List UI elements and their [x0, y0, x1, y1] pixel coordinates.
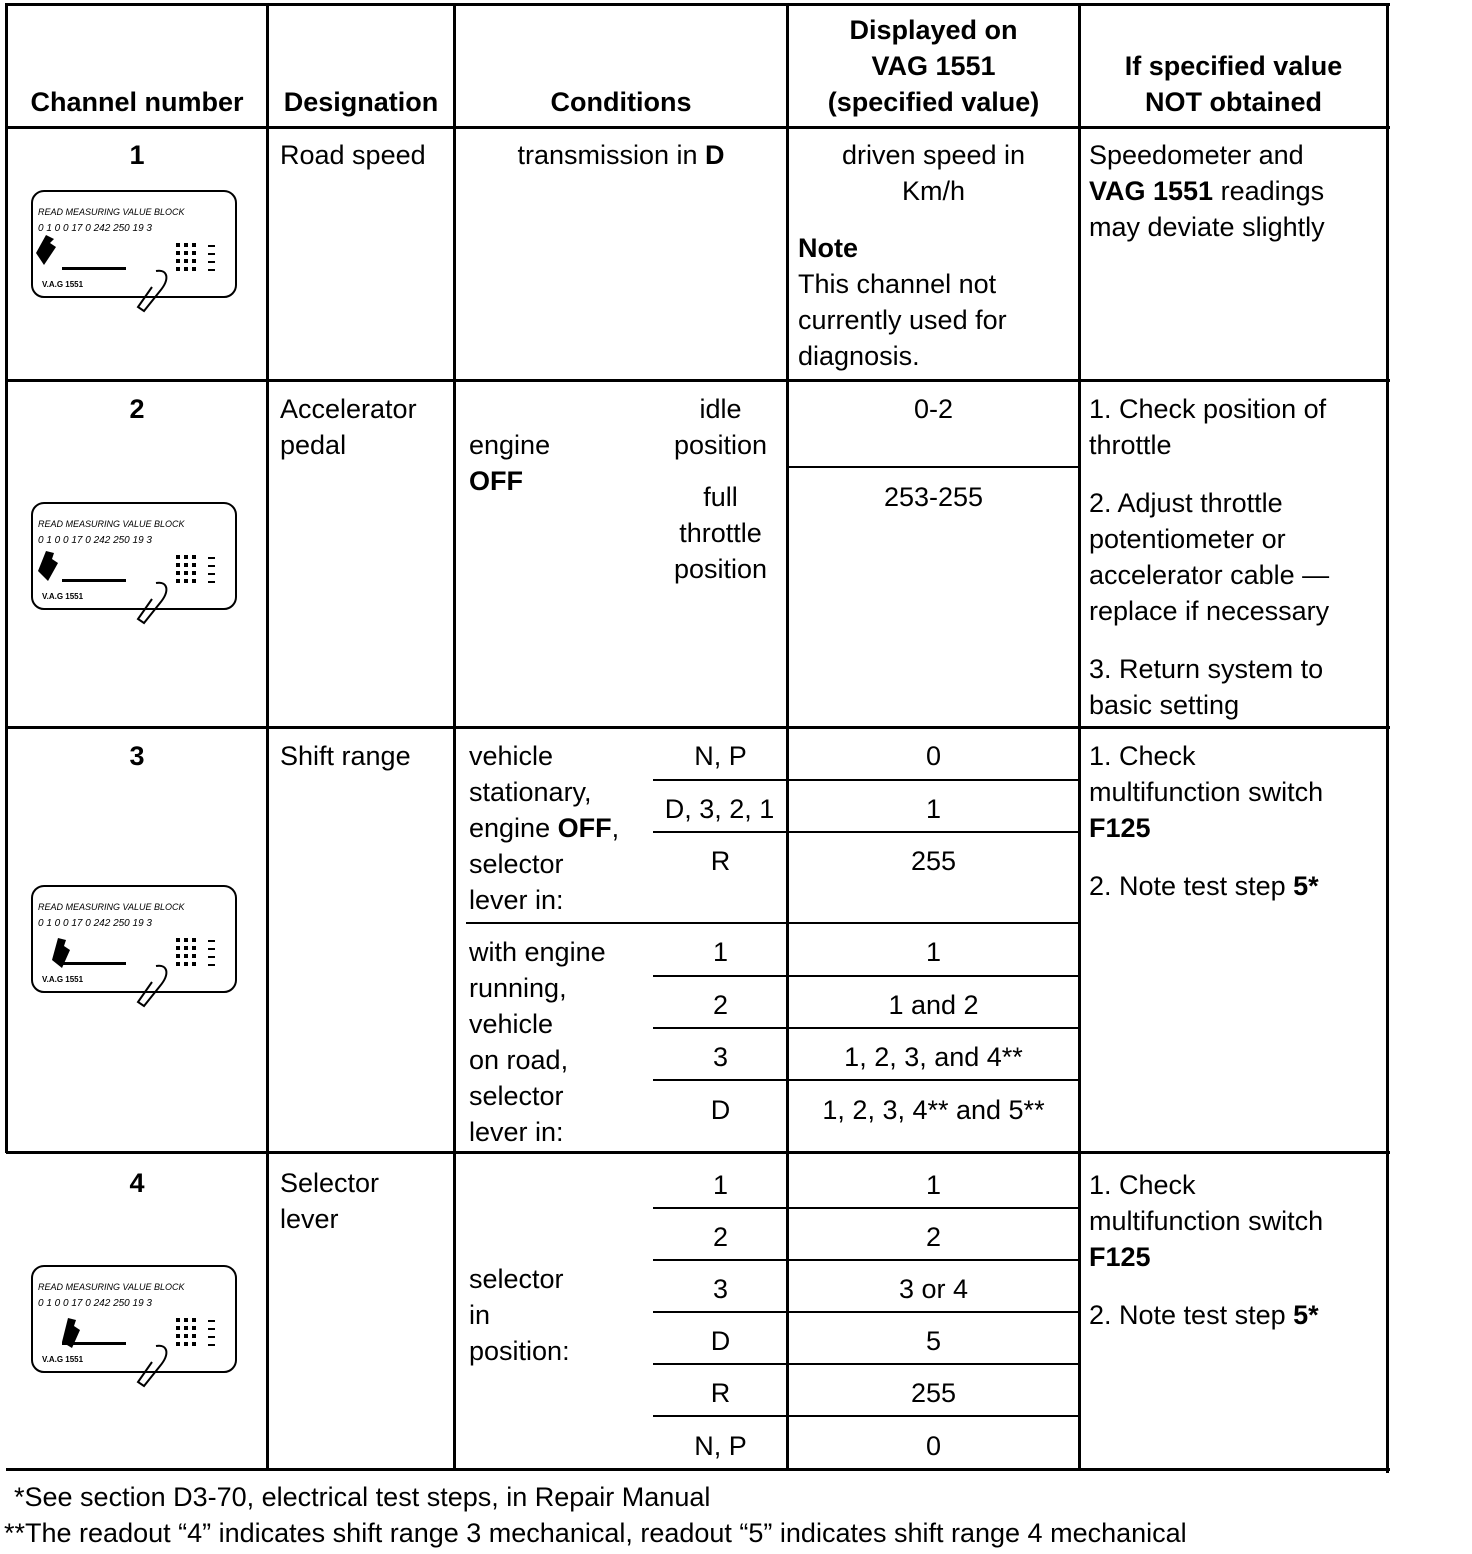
footnote-1: *See section D3-70, electrical test steps, in Repair Manual [14, 1482, 711, 1512]
condition [469, 810, 619, 846]
row-separator-1 [6, 379, 1390, 382]
header-designation: Designation [283, 87, 439, 117]
condition: selector [469, 1081, 564, 1111]
remedy-text: 1. Check [1089, 741, 1196, 771]
sub-separator [653, 975, 1078, 977]
channel-number: 1 [129, 140, 145, 170]
tester-device [32, 191, 236, 311]
pointer-arrow-icon [38, 551, 58, 581]
sub-condition: full [703, 482, 738, 512]
condition-text: , [611, 813, 620, 843]
header-not-obtained-1: If specified value [1124, 51, 1343, 81]
table-border-right [1386, 3, 1389, 1473]
condition-text: engine [469, 813, 558, 843]
sub-condition: D, 3, 2, 1 [664, 794, 775, 824]
vag-1551-tester-illustration [28, 183, 242, 318]
tester-digits: 0 1 0 0 17 0 242 250 19 3 [38, 535, 152, 546]
row-separator-3 [6, 1151, 1390, 1154]
remedy-text: 2. Note test step [1089, 871, 1294, 901]
header-displayed-3: (specified value) [827, 87, 1040, 117]
cable-icon [138, 966, 166, 1006]
condition: in [469, 1300, 491, 1330]
header-conditions: Conditions [550, 87, 692, 117]
displayed-value: 253-255 [883, 482, 984, 512]
displayed-value: 2 [925, 1222, 942, 1252]
condition: running, [469, 973, 567, 1003]
displayed-value: 0 [925, 741, 942, 771]
note-text: diagnosis. [798, 341, 920, 371]
header-separator [6, 126, 1390, 129]
table-border-left [5, 3, 8, 1153]
channel-number: 2 [129, 394, 145, 424]
col-divider-4 [1078, 3, 1081, 1468]
condition-bold: D [705, 140, 725, 170]
sub-separator [653, 779, 1078, 781]
designation: Selector [280, 1168, 380, 1198]
displayed-value: 255 [910, 1378, 957, 1408]
condition: on road, [469, 1045, 569, 1075]
remedy-text: 2. Note test step [1089, 1300, 1294, 1330]
sub-separator [653, 1363, 1078, 1365]
col-divider-2 [453, 3, 456, 1468]
remedy-text: multifunction switch [1089, 777, 1324, 807]
tester-title: READ MEASURING VALUE BLOCK [38, 519, 185, 529]
keypad-icon [176, 1318, 215, 1346]
remedy-text [1089, 868, 1319, 904]
vag-1551-tester-illustration [28, 1258, 242, 1393]
tester-title: READ MEASURING VALUE BLOCK [38, 207, 185, 217]
remedy-text: 1. Check position of [1089, 394, 1327, 424]
tester-title: READ MEASURING VALUE BLOCK [38, 902, 185, 912]
vag-1551-tester-illustration [28, 495, 242, 630]
tester-brand: V.A.G 1551 [42, 592, 84, 601]
header-displayed-2: VAG 1551 [871, 51, 996, 81]
displayed-value: 1 [925, 794, 942, 824]
channel-number: 3 [129, 741, 145, 771]
tester-digits: 0 1 0 0 17 0 242 250 19 3 [38, 918, 152, 929]
sub-separator [653, 831, 1078, 833]
cable-icon [138, 1346, 166, 1386]
remedy-text: replace if necessary [1089, 596, 1330, 626]
note-label: Note [798, 233, 858, 263]
sub-separator [653, 1207, 1078, 1209]
tester-device [32, 1266, 236, 1386]
sub-condition: 1 [712, 1170, 729, 1200]
note-text: This channel not [798, 269, 997, 299]
header-channel-number: Channel number [30, 87, 244, 117]
tester-digits: 0 1 0 0 17 0 242 250 19 3 [38, 223, 152, 234]
tester-device [32, 503, 236, 623]
tester-device [32, 886, 236, 1006]
displayed-value: 3 or 4 [898, 1274, 969, 1304]
remedy-bold: F125 [1089, 1242, 1151, 1272]
sub-condition: D [710, 1095, 731, 1125]
remedy-text [1089, 173, 1324, 209]
sub-condition: 1 [712, 937, 729, 967]
sub-condition: 2 [712, 1222, 729, 1252]
sub-condition: D [710, 1326, 731, 1356]
condition-bold: OFF [469, 466, 523, 496]
condition-text: transmission in [517, 140, 706, 170]
sub-condition: position [673, 430, 768, 460]
remedy-text: 3. Return system to [1089, 654, 1324, 684]
condition: lever in: [469, 1117, 564, 1147]
sub-separator [653, 1079, 1078, 1081]
condition: selector [469, 1264, 564, 1294]
displayed-value: 5 [925, 1326, 942, 1356]
designation: Shift range [280, 741, 411, 771]
remedy-text: throttle [1089, 430, 1172, 460]
sub-condition: R [710, 846, 731, 876]
header-not-obtained-2: NOT obtained [1145, 87, 1322, 117]
sub-condition: R [710, 1378, 731, 1408]
designation: lever [280, 1204, 339, 1234]
keypad-icon [176, 555, 215, 583]
note-text: currently used for [798, 305, 1007, 335]
condition: stationary, [469, 777, 592, 807]
remedy-text: accelerator cable — [1089, 560, 1330, 590]
footnote-2: **The readout “4” indicates shift range 3 mechanical, readout “5” indicates shift range 4 mechanical [4, 1518, 1187, 1548]
condition: vehicle [469, 741, 554, 771]
cable-icon [138, 271, 166, 311]
condition [456, 137, 786, 173]
tester-brand: V.A.G 1551 [42, 280, 84, 289]
condition-bold: OFF [557, 813, 612, 843]
channel-number: 4 [129, 1168, 145, 1198]
sub-condition: throttle [679, 518, 762, 548]
designation: Accelerator [280, 394, 417, 424]
condition: vehicle [469, 1009, 554, 1039]
sub-condition: N, P [694, 741, 747, 771]
remedy-text: may deviate slightly [1089, 212, 1325, 242]
tester-brand: V.A.G 1551 [42, 975, 84, 984]
condition: with engine [469, 937, 606, 967]
tester-digits: 0 1 0 0 17 0 242 250 19 3 [38, 1298, 152, 1309]
sub-condition: 3 [712, 1274, 729, 1304]
designation: pedal [280, 430, 347, 460]
condition: selector [469, 849, 564, 879]
keypad-icon [176, 938, 215, 966]
condition: lever in: [469, 885, 564, 915]
displayed-value: driven speed in [841, 140, 1026, 170]
designation: Road speed [280, 140, 426, 170]
condition: engine [469, 430, 551, 460]
displayed-value: 1, 2, 3, and 4** [844, 1042, 1023, 1072]
keypad-icon [176, 243, 215, 271]
cable-icon [138, 583, 166, 623]
displayed-value: 0-2 [913, 394, 954, 424]
remedy-bold: F125 [1089, 813, 1151, 843]
sub-separator [653, 1311, 1078, 1313]
vag-1551-tester-illustration [28, 878, 242, 1013]
sub-condition: N, P [694, 1431, 747, 1461]
condition: position: [469, 1336, 570, 1366]
remedy-text: multifunction switch [1089, 1206, 1324, 1236]
displayed-value: 1, 2, 3, 4** and 5** [822, 1095, 1045, 1125]
remedy-text: 2. Adjust throttle [1089, 488, 1283, 518]
remedy-bold: VAG 1551 [1089, 176, 1214, 206]
displayed-value: 255 [910, 846, 957, 876]
remedy-text: 1. Check [1089, 1170, 1196, 1200]
table-border-bottom [6, 1468, 1390, 1471]
displayed-value: 1 [925, 1170, 942, 1200]
sub-condition: idle [699, 394, 742, 424]
displayed-value: 1 and 2 [888, 990, 979, 1020]
displayed-value: Km/h [901, 176, 966, 206]
sub-separator [653, 1415, 1078, 1417]
row-separator-2 [6, 726, 1390, 729]
sub-condition: position [673, 554, 768, 584]
displayed-value: 0 [925, 1431, 942, 1461]
sub-separator [653, 1259, 1078, 1261]
remedy-text: basic setting [1089, 690, 1240, 720]
sub-separator [786, 466, 1078, 468]
table-border-top [6, 3, 1390, 6]
col-divider-1 [266, 3, 269, 1468]
pointer-arrow-icon [36, 235, 56, 265]
remedy-bold: 5* [1293, 1300, 1319, 1330]
displayed-value: 1 [925, 937, 942, 967]
sub-separator [653, 1027, 1078, 1029]
header-displayed-1: Displayed on [849, 15, 1018, 45]
remedy-text: Speedometer and [1089, 140, 1304, 170]
remedy-bold: 5* [1293, 871, 1319, 901]
remedy-text [1089, 1297, 1319, 1333]
group-separator [466, 922, 1078, 924]
tester-brand: V.A.G 1551 [42, 1355, 84, 1364]
tester-title: READ MEASURING VALUE BLOCK [38, 1282, 185, 1292]
sub-condition: 3 [712, 1042, 729, 1072]
sub-condition: 2 [712, 990, 729, 1020]
remedy-text: potentiometer or [1089, 524, 1286, 554]
remedy-text: readings [1213, 176, 1325, 206]
